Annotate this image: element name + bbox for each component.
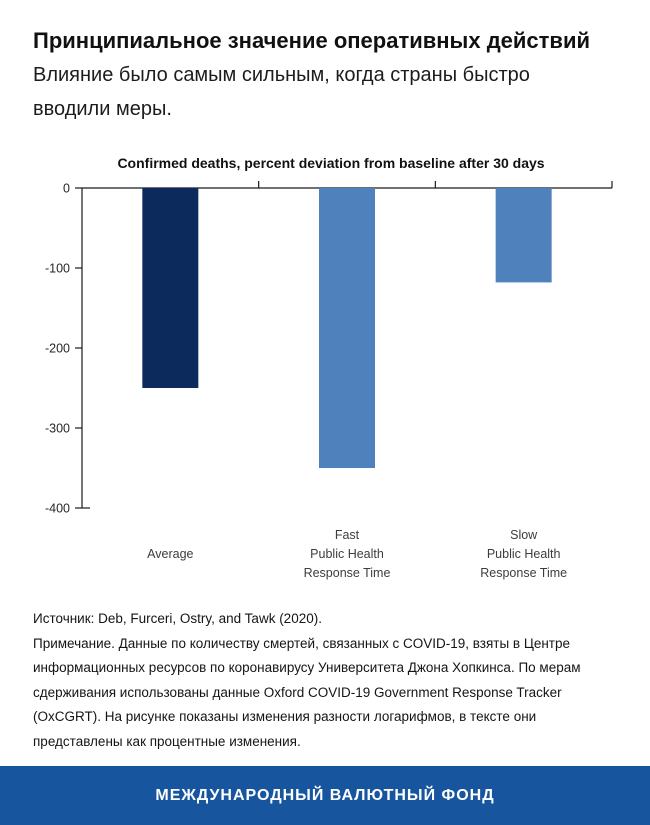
bar-slow [496,188,552,282]
note-line: Примечание. Данные по количеству смертей, связанных с COVID-19, взяты в Центре информационных ресурсов по коронавирусу Университета Джона Хопкинса. По мерам сдерживания использованы данные Oxford COVID-19 Government Response Tracker (OxCGRT). На рисунке показаны изменения разности логарифмов, в тексте они представлены как процентные изменения. [33,635,581,749]
x-category-label: Average [147,547,194,561]
x-category-label: Public Health [486,547,561,561]
chart-title: Confirmed deaths, percent deviation from baseline after 30 days [117,155,545,171]
footer-label: МЕЖДУНАРОДНЫЙ ВАЛЮТНЫЙ ФОНД [155,786,495,804]
x-category-label: Slow [510,528,538,542]
x-category-label: Fast [334,528,360,542]
source-line: Источник: Deb, Furceri, Ostry, and Tawk (2020). [33,611,322,626]
footer-bar [0,766,650,825]
y-tick-label: -200 [44,341,70,356]
notes-block [33,607,629,754]
y-tick-label: -100 [44,261,70,276]
bar-fast [319,188,375,468]
bar-chart [0,140,650,600]
y-tick-label: -300 [44,421,70,436]
x-category-label: Response Time [480,566,568,580]
y-tick-label: -400 [44,501,70,516]
y-tick-label: 0 [63,181,70,196]
page-subtitle: Влияние было самым сильным, когда страны быстро вводили меры. [33,64,530,120]
page-title: Принципиальное значение оперативных действий [33,28,591,53]
x-category-label: Response Time [303,566,391,580]
bar-average [142,188,198,388]
x-category-label: Public Health [310,547,384,561]
